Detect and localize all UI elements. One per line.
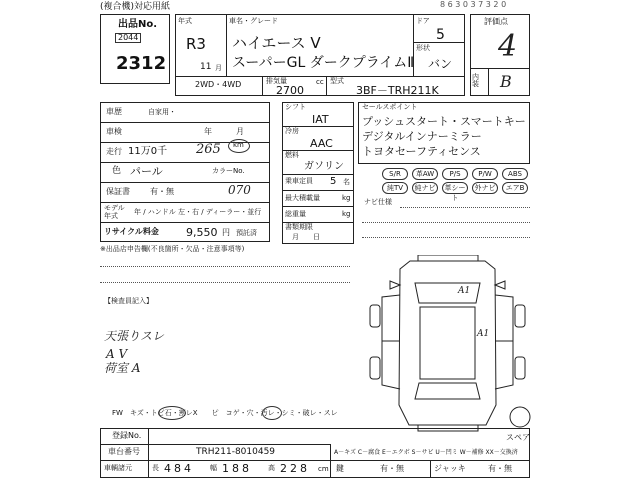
fuel-value: ガソリン [304, 161, 344, 172]
damage-mark-side: A1 [477, 329, 490, 339]
equip-power-window: P/W [472, 168, 498, 180]
color-label: 色 [112, 166, 122, 176]
equip-genuine-tv: 純TV [382, 182, 408, 194]
color-no-label: カラーNo. [212, 167, 245, 175]
equip-genuine-navi: 純ナビ [412, 182, 438, 194]
jack-options: 有・無 [488, 464, 512, 473]
equip-leather-seat: 革シート [442, 182, 468, 194]
body-shape: バン [428, 57, 453, 71]
recycle-status: 預託済 [236, 229, 257, 237]
sales-point-line-3: トヨタセーフティセンス [362, 145, 481, 158]
length-value: 484 [164, 462, 194, 475]
score-label: 評価点 [484, 17, 508, 26]
doc-expiry-unit: 月 日 [292, 233, 320, 241]
equip-airbag: エアB [502, 182, 528, 194]
year-label: 年式 [178, 17, 192, 25]
shift-value: IAT [312, 113, 329, 126]
name-grade-label: 車名・グレード [229, 17, 278, 25]
weight-unit: kg [342, 210, 351, 218]
car-grade: スーパーGL ダークプライムⅡ [232, 55, 415, 71]
recycle-label: リサイクル料金 [104, 227, 159, 236]
mileage-label: 走行 [106, 147, 122, 156]
key-label: 鍵 [336, 464, 344, 473]
height-label: 高 [268, 464, 275, 472]
equip-abs: ABS [502, 168, 528, 180]
chassis-label: 車台番号 [108, 447, 140, 456]
car-damage-diagram [360, 255, 535, 445]
damage-legend-line: FW キズ・トビ石・割レX ピ コゲ・穴・汚レ・シミ・破レ・スレ [112, 409, 338, 417]
mileage-unit: km [233, 141, 244, 149]
shaken-year-unit: 年 [204, 127, 212, 136]
sales-point-line-1: プッシュスタート・スマートキー [362, 115, 526, 128]
form-code: 8 6 3 0 3 7 3 2 0 [440, 0, 507, 9]
equip-power-steering: P/S [442, 168, 468, 180]
shaken-month-unit: 月 [236, 127, 244, 136]
color-value: パール [130, 165, 163, 178]
recycle-fee: 9,550 [186, 226, 218, 239]
inspector-label: 【検査員記入】 [104, 297, 153, 305]
warranty-label: 保証書 [106, 187, 130, 196]
reg-number-label: 登録No. [112, 431, 142, 440]
capacity-value: 5 [330, 176, 337, 187]
drive-type: 2WD・4WD [195, 80, 242, 89]
displacement-unit: cc [316, 78, 324, 86]
model-year: R3 [186, 35, 206, 53]
recycle-unit: 円 [222, 228, 230, 237]
equip-leather-aw: 革AW [412, 168, 438, 180]
ac-label: 冷房 [285, 127, 299, 135]
capacity-label: 乗車定員 [285, 177, 313, 185]
model-month: 11 [200, 62, 212, 72]
jack-label: ジャッキ [434, 464, 466, 473]
spare-tire-label: スペア [506, 433, 530, 442]
history-label: 車歴 [106, 107, 122, 116]
inspector-note-1: 天張りスレ [104, 329, 165, 343]
lot-sub-number: 2044 [115, 33, 141, 43]
inspector-note-3: 荷室 A [104, 361, 141, 375]
model-code: 3BF－TRH211K [356, 84, 439, 97]
fuel-label: 燃料 [285, 151, 299, 159]
mileage-handwritten: 265 [196, 142, 221, 157]
equip-aftermarket-navi: 外ナビ [472, 182, 498, 194]
dimensions-unit: cm [318, 465, 329, 473]
sales-point-line-2: デジタルインナーミラー [362, 130, 482, 143]
interior-label: 内装 [472, 73, 479, 88]
model-label: 型式 [330, 77, 344, 85]
navi-spec-label: ナビ仕様 [364, 198, 392, 206]
width-label: 幅 [210, 464, 217, 472]
seller-note-label: ※出品店申告欄(不良箇所・欠品・注意事項等) [100, 245, 245, 253]
mileage-value: 11万0千 [128, 146, 168, 157]
weight-label: 総重量 [285, 210, 306, 218]
model-year-label: モデル 年式 [104, 204, 125, 220]
history-options: 自家用・ [148, 108, 176, 116]
height-value: 228 [280, 462, 310, 475]
month-unit: 月 [215, 64, 222, 72]
interior-score: B [500, 72, 512, 91]
displacement: 2700 [276, 84, 304, 97]
load-unit: kg [342, 194, 351, 202]
sales-points-label: セールスポイント [362, 103, 418, 111]
length-label: 長 [152, 464, 159, 472]
chassis-number: TRH211-8010459 [196, 447, 276, 457]
equip-sunroof: S/R [382, 168, 408, 180]
score-value: 4 [498, 29, 518, 64]
key-options: 有・無 [380, 464, 404, 473]
lot-number: 2312 [116, 53, 167, 74]
car-name: ハイエース V [232, 34, 321, 52]
load-label: 最大積載量 [285, 194, 320, 202]
door-label: ドア [416, 17, 430, 25]
displacement-label: 排気量 [266, 77, 287, 85]
shift-label: シフト [285, 103, 306, 111]
inspector-note-2: A V [106, 347, 128, 361]
ac-value: AAC [310, 137, 333, 150]
capacity-unit: 名 [343, 178, 350, 186]
doc-expiry-label: 書類期限 [285, 223, 313, 231]
shape-label: 形状 [416, 44, 430, 52]
door-count: 5 [436, 27, 445, 43]
lot-number-label: 出品No. [118, 19, 158, 30]
color-no-handwritten: 070 [228, 183, 251, 197]
dimensions-label: 車輌諸元 [104, 464, 132, 472]
steering-options: 年 / ハンドル 左・右 / ディーラー・並行 [134, 208, 262, 216]
damage-code-legend: A－キズ C－腐食 E－エクボ S－サビ U－凹ミ W－補修 XX－交換済 [334, 449, 518, 456]
form-type-label: (複合機)対応用紙 [100, 2, 171, 12]
warranty-options: 有・無 [150, 187, 174, 196]
shaken-label: 車検 [106, 127, 122, 136]
damage-mark-front: A1 [458, 286, 471, 296]
width-value: 188 [222, 462, 252, 475]
